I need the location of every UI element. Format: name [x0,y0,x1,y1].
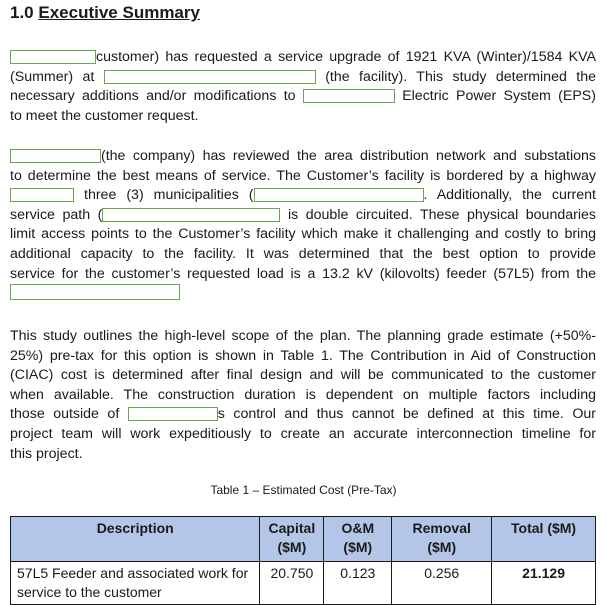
paragraph-line: when available. The construction duration is dependent on multiple factors including [10,386,596,403]
paragraph-line: (the company) has reviewed the area distribution network and substations [10,147,596,167]
redaction-box [10,149,101,163]
cell-removal: 0.256 [392,562,492,605]
header-removal: Removal ($M) [392,517,492,562]
header-om: O&M ($M) [324,517,392,562]
header-capital: Capital ($M) [260,517,324,562]
cell-description: 57L5 Feeder and associated work for service to the customer [11,562,260,605]
redaction-box [254,188,424,202]
paragraph-study-scope [10,327,596,464]
cell-om: 0.123 [324,562,392,605]
section-heading [10,3,200,23]
paragraph-line: (Summer) at (the facility). This study determined the [10,68,596,85]
paragraph-line [10,284,596,304]
redaction-box [104,70,316,84]
redaction-box [10,284,180,300]
paragraph-line: 25%) pre-tax for this option is shown in Table 1. The Contribution in Aid of Construction [10,347,596,364]
redaction-box [128,407,218,421]
redaction-box [303,89,395,103]
paragraph-line: necessary additions and/or modifications to Electric Power System (EPS) [10,88,596,105]
table-header-row [11,517,596,562]
redaction-box [102,208,280,222]
cell-capital: 20.750 [260,562,324,605]
table-row [11,562,596,605]
section-title: Executive Summary [38,3,200,22]
paragraph-line: (CIAC) cost is determined after final design and will be communicated to the customer [10,367,596,384]
header-description: Description [11,517,260,562]
paragraph-company-review [10,147,596,304]
table-caption: Table 1 – Estimated Cost (Pre-Tax) [210,483,397,497]
section-number: 1.0 [10,3,34,22]
paragraph-line: customer) has requested a service upgrade of 1921 KVA (Winter)/1584 KVA [10,48,596,68]
paragraph-line: service for the customer’s requested load is a 13.2 kV (kilovolts) feeder (57L5) from the [10,265,596,282]
paragraph-line: to determine the best means of service. The Customer’s facility is bordered by a highway [10,167,596,184]
cost-table [10,516,596,605]
cell-total: 21.129 [492,562,596,605]
paragraph-line: those outside of s control and thus cannot be defined at this time. Our [10,406,597,423]
paragraph-line: limit access points to the Customer’s facility which make it challenging and costly to bring [10,226,596,243]
paragraph-line: three (3) municipalities ( . Additionally, the current [10,186,596,206]
paragraph-line: this project. [10,445,83,462]
paragraph-line: additional capacity to the facility. It was determined that the best option to provide [10,245,596,262]
paragraph-line: This study outlines the high-level scope of the plan. The planning grade estimate (+50%- [10,328,596,344]
paragraph-line: service path ( is double circuited. These physical boundaries [10,206,596,223]
redaction-box [10,50,96,64]
paragraph-request [10,48,596,126]
redaction-box [10,188,74,202]
paragraph-line: to meet the customer request. [10,107,199,124]
paragraph-line: project team will work expeditiously to create an accurate interconnection timeline for [10,425,596,442]
header-total: Total ($M) [492,517,596,562]
